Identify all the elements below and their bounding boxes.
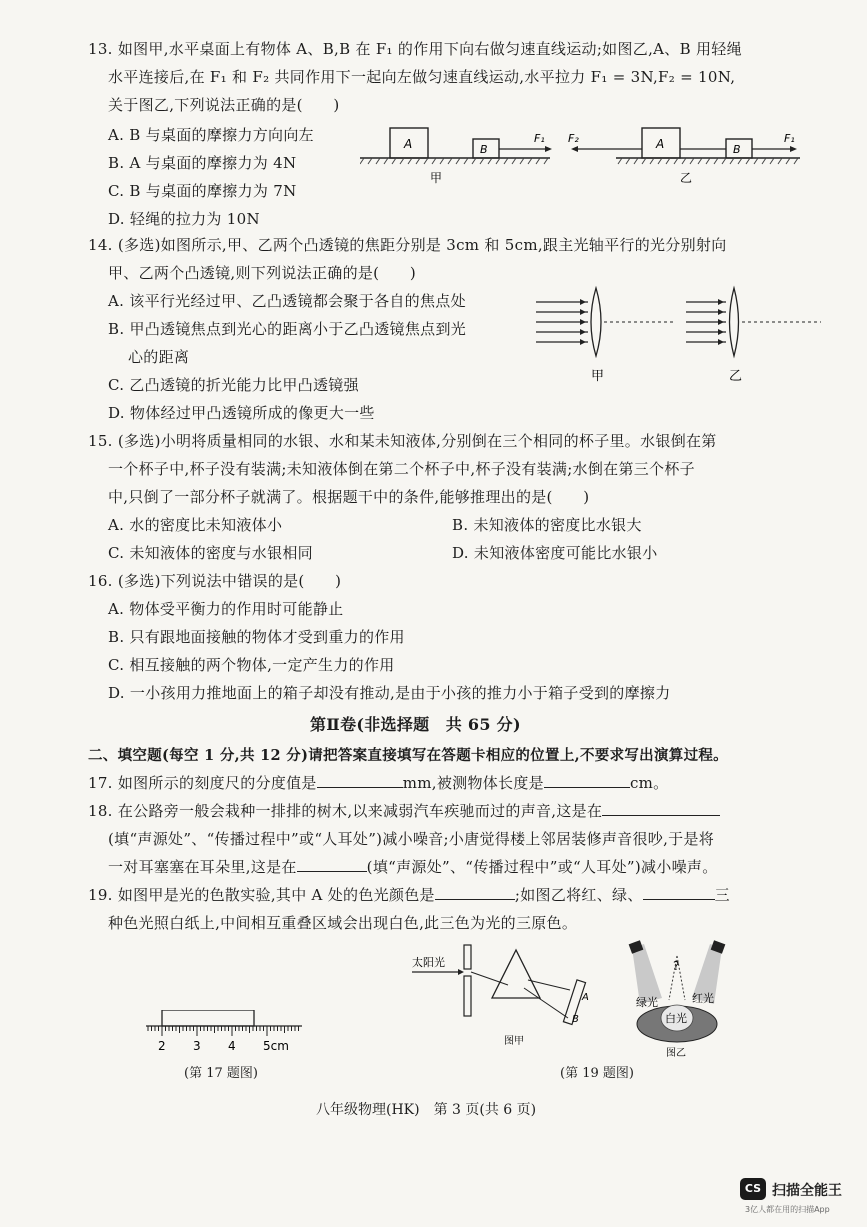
- q19-prism: [492, 950, 540, 998]
- q18-blank-1[interactable]: [602, 801, 720, 816]
- q18-line-2: (填“声源处”、“传播过程中”或“人耳处”)减小噪音;小唐觉得楼上邻居装修声音很吵,于是将: [108, 830, 715, 848]
- q14-line-2: 甲、乙两个凸透镜,则下列说法正确的是( ): [108, 264, 417, 282]
- q17-blank-1[interactable]: [317, 773, 403, 788]
- q19-label-a: A: [582, 992, 589, 1003]
- page-footer: 八年级物理(HK) 第 3 页(共 6 页): [316, 1102, 537, 1118]
- q14-line-1: 14. (多选)如图所示,甲、乙两个凸透镜的焦距分别是 3cm 和 5cm,跟主光轴平行的光分别射向: [88, 236, 727, 254]
- q17-text-b: mm,被测物体长度是: [402, 774, 544, 792]
- q13-figure: [360, 120, 820, 190]
- q13-option-b: B. A 与桌面的摩擦力为 4N: [108, 154, 297, 172]
- ruler-tick-2: 2: [158, 1039, 166, 1053]
- camscanner-name: 扫描全能王: [772, 1183, 842, 1199]
- q15-option-c: C. 未知液体的密度与水银相同: [108, 544, 313, 562]
- q13-yi-f2: F₂: [568, 132, 579, 145]
- q19-text-1b: ;如图乙将红、绿、: [514, 886, 643, 904]
- q14-lens-figure: [536, 284, 826, 390]
- q19-slit-top: [464, 945, 471, 969]
- q18-text-3a: 一对耳塞塞在耳朵里,这是在: [108, 858, 297, 876]
- q17-blank-2[interactable]: [544, 773, 630, 788]
- q15-option-b: B. 未知液体的密度比水银大: [452, 516, 642, 534]
- q18-text-3b: (填“声源处”、“传播过程中”或“人耳处”)减小噪声。: [366, 858, 718, 876]
- q19-white-label: 白光: [665, 1012, 687, 1025]
- ruler-tick-5cm: 5cm: [263, 1039, 289, 1053]
- q19-blank-2[interactable]: [643, 885, 715, 900]
- q15-line-3: 中,只倒了一部分杯子就满了。根据题干中的条件,能够推理出的是( ): [108, 488, 590, 506]
- q17-text-a: 17. 如图所示的刻度尺的分度值是: [88, 774, 317, 792]
- q15-line-1: 15. (多选)小明将质量相同的水银、水和某未知液体,分别倒在三个相同的杯子里。水银倒在第: [88, 432, 717, 450]
- q14-lens-yi: [730, 288, 739, 356]
- q13-line-2: 水平连接后,在 F₁ 和 F₂ 共同作用下一起向左做匀速直线运动,水平拉力 F₁ = 3N,F₂ = 10N,: [108, 68, 736, 86]
- q13-line-1: 13. 如图甲,水平桌面上有物体 A、B,B 在 F₁ 的作用下向右做匀速直线运动;如图乙,A、B 用轻绳: [88, 40, 742, 58]
- q13-option-c: C. B 与桌面的摩擦力为 7N: [108, 182, 297, 200]
- q17-measured-object: [162, 1010, 254, 1026]
- q18-text-1: 18. 在公路旁一般会栽种一排排的树木,以来减弱汽车疾驰而过的声音,这是在: [88, 802, 603, 820]
- q19-blank-1[interactable]: [435, 885, 515, 900]
- q18-blank-2[interactable]: [297, 857, 367, 872]
- q16-line-1: 16. (多选)下列说法中错误的是( ): [88, 572, 342, 590]
- q19-text-1a: 19. 如图甲是光的色散实验,其中 A 处的色光颜色是: [88, 886, 435, 904]
- q17-text-c: cm。: [629, 774, 669, 792]
- q19-sun-label: 太阳光: [412, 956, 445, 969]
- q17-ruler-figure: [140, 1010, 310, 1070]
- fill-in-header: 二、填空题(每空 1 分,共 12 分)请把答案直接填写在答题卡相应的位置上,不要求写出演算过程。: [88, 747, 728, 764]
- q16-option-a: A. 物体受平衡力的作用时可能静止: [108, 600, 344, 618]
- q19-caption-jia: 图甲: [504, 1036, 524, 1047]
- q14-option-b-2: 心的距离: [128, 348, 190, 366]
- q14-option-d: D. 物体经过甲凸透镜所成的像更大一些: [108, 404, 375, 422]
- q15-option-d: D. 未知液体密度可能比水银小: [452, 544, 658, 562]
- q19-figure-caption: (第 19 题图): [560, 1066, 634, 1081]
- q13-option-a: A. B 与桌面的摩擦力方向向左: [108, 126, 314, 144]
- ruler-tick-3: 3: [193, 1039, 201, 1053]
- q14-option-a: A. 该平行光经过甲、乙凸透镜都会聚于各自的焦点处: [108, 292, 466, 310]
- q16-option-b: B. 只有跟地面接触的物体才受到重力的作用: [108, 628, 405, 646]
- q19-text-1c: 三: [714, 886, 730, 904]
- section-2-title: 第Ⅱ卷(非选择题 共 65 分): [310, 715, 521, 734]
- q13-yi-f1: F₁: [784, 132, 795, 145]
- q19-red-label: 红光: [692, 992, 714, 1005]
- q13-jia-label-b: B: [480, 143, 488, 156]
- q13-yi-label-b: B: [733, 143, 741, 156]
- q13-yi-label-a: A: [656, 137, 665, 151]
- q16-option-c: C. 相互接触的两个物体,一定产生力的作用: [108, 656, 395, 674]
- q18-line-1: [88, 800, 720, 821]
- q13-line-3: 关于图乙,下列说法正确的是( ): [108, 96, 340, 114]
- q14-caption-yi: 乙: [729, 369, 743, 384]
- camscanner-tagline: 3亿人都在用的扫描App: [745, 1205, 830, 1214]
- q13-jia-label-a: A: [404, 137, 413, 151]
- q19-slit-bottom: [464, 976, 471, 1016]
- q19-line-1: [88, 884, 730, 905]
- q19-color-figure: [622, 940, 732, 1060]
- q18-line-3: [108, 856, 718, 877]
- q13-jia-f1: F₁: [534, 132, 545, 145]
- q19-green-label: 绿光: [636, 996, 658, 1009]
- ruler-tick-4: 4: [228, 1039, 236, 1053]
- camscanner-logo: CS: [740, 1178, 766, 1200]
- q19-line-2: 种色光照白纸上,中间相互重叠区域会出现白色,此三色为光的三原色。: [108, 914, 578, 932]
- q13-caption-yi: 乙: [680, 171, 693, 185]
- q13-option-d: D. 轻绳的拉力为 10N: [108, 210, 260, 228]
- q17-figure-caption: (第 17 题图): [184, 1066, 258, 1081]
- q14-option-c: C. 乙凸透镜的折光能力比甲凸透镜强: [108, 376, 359, 394]
- q14-lens-jia: [591, 288, 601, 356]
- q14-option-b-1: B. 甲凸透镜焦点到光心的距离小于乙凸透镜焦点到光: [108, 320, 467, 338]
- q14-caption-jia: 甲: [591, 369, 605, 384]
- q19-question-mark: ?: [673, 959, 680, 973]
- q19-prism-figure: [410, 940, 600, 1050]
- q15-line-2: 一个杯子中,杯子没有装满;未知液体倒在第二个杯子中,杯子没有装满;水倒在第三个杯子: [108, 460, 695, 478]
- q17-line: [88, 772, 668, 793]
- q13-caption-jia: 甲: [430, 171, 443, 185]
- q19-label-b: B: [572, 1014, 579, 1025]
- q19-caption-yi: 图乙: [666, 1048, 686, 1059]
- q15-option-a: A. 水的密度比未知液体小: [108, 516, 283, 534]
- q16-option-d: D. 一小孩用力推地面上的箱子却没有推动,是由于小孩的推力小于箱子受到的摩擦力: [108, 684, 671, 702]
